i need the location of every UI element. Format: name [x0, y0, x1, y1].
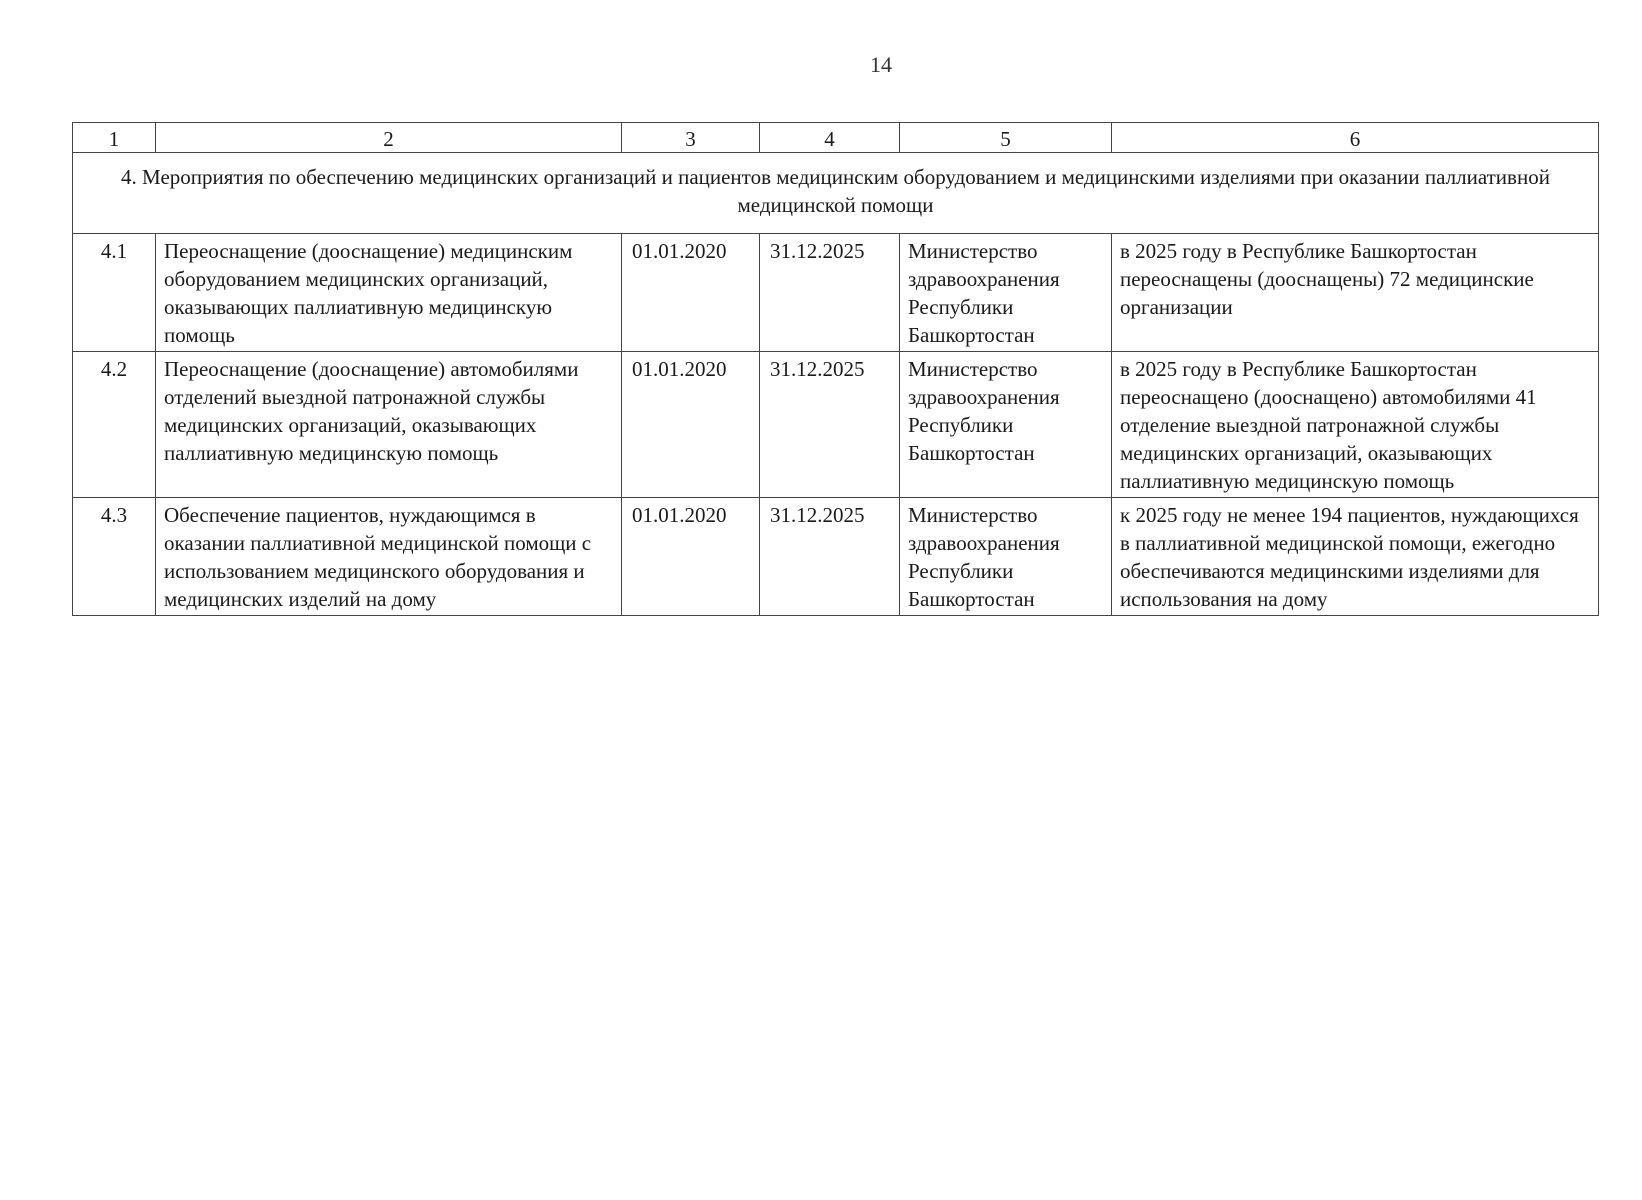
row-responsible: Министерство здравоохранения Республики Башкортостан [900, 352, 1112, 498]
column-number-cell: 2 [156, 123, 622, 153]
column-number-cell: 6 [1112, 123, 1599, 153]
measures-table-container [72, 122, 1598, 616]
column-number-cell: 1 [73, 123, 156, 153]
row-description: Переоснащение (дооснащение) автомобилями отделений выездной патронажной службы медицинских организаций, оказывающих паллиативную медицинскую помощь [156, 352, 622, 498]
row-result: к 2025 году не менее 194 пациентов, нуждающихся в паллиативной медицинской помощи, ежегодно обеспечиваются медицинскими изделиями для использования на дому [1112, 498, 1599, 616]
section-title: 4. Мероприятия по обеспечению медицинских организаций и пациентов медицинским оборудованием и медицинскими изделиями при оказании паллиативной медицинской помощи [73, 153, 1599, 234]
row-description: Переоснащение (дооснащение) медицинским оборудованием медицинских организаций, оказывающих паллиативную медицинскую помощь [156, 234, 622, 352]
column-number-cell: 5 [900, 123, 1112, 153]
section-header-row [73, 153, 1599, 234]
row-responsible: Министерство здравоохранения Республики Башкортостан [900, 234, 1112, 352]
column-number-row [73, 123, 1599, 153]
column-number-cell: 3 [622, 123, 760, 153]
row-start-date: 01.01.2020 [622, 352, 760, 498]
row-result: в 2025 году в Республике Башкортостан переоснащены (дооснащены) 72 медицинские организации [1112, 234, 1599, 352]
row-responsible: Министерство здравоохранения Республики Башкортостан [900, 498, 1112, 616]
row-end-date: 31.12.2025 [760, 352, 900, 498]
page-number: 14 [870, 52, 892, 77]
row-result: в 2025 году в Республике Башкортостан переоснащено (дооснащено) автомобилями 41 отделение выездной патронажной службы медицинских организаций, оказывающих паллиативную медицинскую помощь [1112, 352, 1599, 498]
row-number: 4.2 [73, 352, 156, 498]
row-description: Обеспечение пациентов, нуждающимся в оказании паллиативной медицинской помощи с использованием медицинского оборудования и медицинских изделий на дому [156, 498, 622, 616]
table-row [73, 352, 1599, 498]
row-end-date: 31.12.2025 [760, 234, 900, 352]
table-row [73, 234, 1599, 352]
measures-table [72, 122, 1599, 616]
row-end-date: 31.12.2025 [760, 498, 900, 616]
row-start-date: 01.01.2020 [622, 498, 760, 616]
column-number-cell: 4 [760, 123, 900, 153]
row-number: 4.3 [73, 498, 156, 616]
row-number: 4.1 [73, 234, 156, 352]
table-row [73, 498, 1599, 616]
row-start-date: 01.01.2020 [622, 234, 760, 352]
